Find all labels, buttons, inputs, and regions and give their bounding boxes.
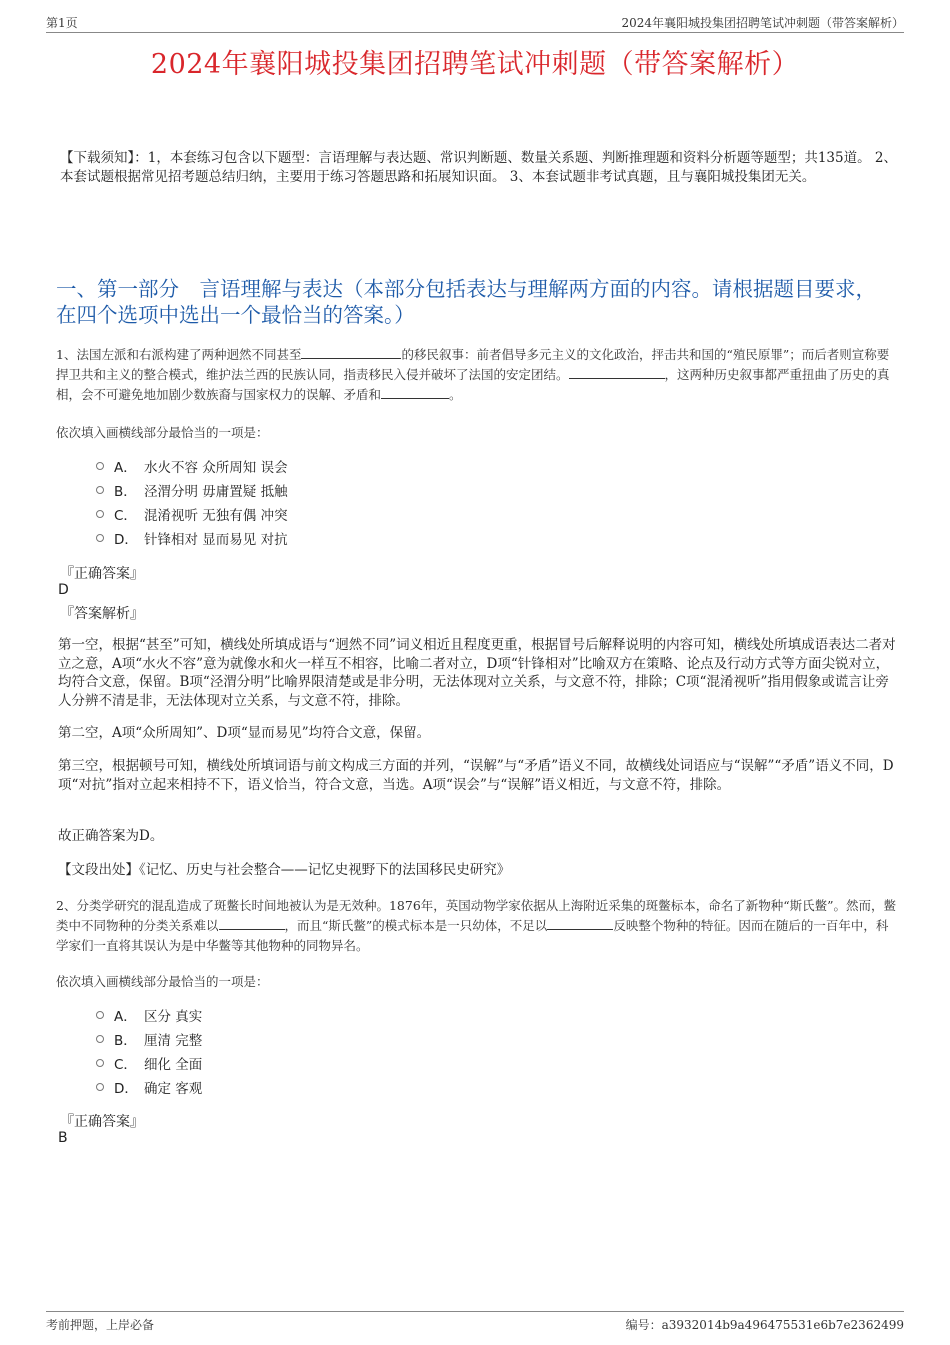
option-text: 针锋相对 显而易见 对抗 xyxy=(144,532,288,548)
fill-blank[interactable] xyxy=(301,345,401,359)
q2-answer-label: 『正确答案』 xyxy=(60,1114,144,1130)
document-title: 2024年襄阳城投集团招聘笔试冲刺题（带答案解析） xyxy=(150,49,800,80)
q1-option-d[interactable] xyxy=(96,526,288,550)
option-letter: A． xyxy=(114,1009,137,1025)
option-letter: D． xyxy=(114,1081,138,1097)
option-letter: C． xyxy=(114,508,137,524)
q2-option-c[interactable] xyxy=(96,1051,202,1075)
q2-options xyxy=(96,1003,202,1099)
option-text: 细化 全面 xyxy=(144,1057,203,1073)
option-text: 混淆视听 无独有偶 冲突 xyxy=(144,508,288,524)
option-letter: B． xyxy=(114,1033,137,1049)
q1-options xyxy=(96,454,288,550)
q1-text-part-b: 的移民叙事：前者倡导多元主义的文化政治，抨击共和国的“殖民原罪”；而后者则宣称要捍卫共和主义的整合模式，维护法兰西的民族认同，指责移民入侵并破坏了法国的安定团结。 xyxy=(56,347,890,382)
download-notice: 【下载须知】：1，本套练习包含以下题型：言语理解与表达题、常识判断题、数量关系题、判断推理题和资料分析题等题型；共135道。 2、本套试题根据常见招考题总结归纳，主要用于练习答题思路和拓展知识面。 3、本套试题非考试真题，且与襄阳城投集团无关。 xyxy=(60,150,897,185)
question-2-text xyxy=(56,896,898,956)
q1-analysis-paragraph: 第三空，根据顿号可知，横线处所填词语与前文构成三方面的并列，“误解”与“矛盾”语义不同，故横线处词语应与“误解”“矛盾”语义不同，D项“对抗”指对立起来相持不下，语义恰当，符合文意，当选。A项“误会”与“误解”语义相近，与文意不符，排除。 xyxy=(58,758,894,793)
q1-text-part-d: 。 xyxy=(449,387,462,402)
radio-icon[interactable] xyxy=(96,462,104,470)
option-text: 确定 客观 xyxy=(144,1081,203,1097)
page-header xyxy=(46,14,904,33)
option-letter: B． xyxy=(114,484,137,500)
question-1-text xyxy=(56,345,898,405)
option-letter: A． xyxy=(114,460,137,476)
fill-blank[interactable] xyxy=(547,916,613,930)
q2-text-part-a: 2、分类学研究的混乱造成了斑鳖长时间地被认为是无效种。1876年，英国动物学家依据从上海附近采集的斑鳖标本，命名了新物种“斯氏鳖”。然而，鳖类中不同物种的分类关系难以 xyxy=(56,898,897,933)
fill-blank[interactable] xyxy=(381,385,449,399)
option-text: 厘清 完整 xyxy=(144,1033,203,1049)
option-text: 水火不容 众所周知 误会 xyxy=(144,460,288,476)
fill-blank[interactable] xyxy=(569,365,665,379)
radio-icon[interactable] xyxy=(96,486,104,494)
q1-text-part-c: ，这两种历史叙事都严重扭曲了历史的真相，会不可避免地加剧少数族裔与国家权力的误解、矛盾和 xyxy=(56,367,890,402)
q1-source: 【文段出处】《记忆、历史与社会整合——记忆史视野下的法国移民史研究》 xyxy=(58,862,511,878)
running-title: 2024年襄阳城投集团招聘笔试冲刺题（带答案解析） xyxy=(621,16,904,30)
q1-option-a[interactable] xyxy=(96,454,288,478)
q1-text-part-a: 1、法国左派和右派构建了两种迥然不同甚至 xyxy=(56,347,302,362)
q2-prompt: 依次填入画横线部分最恰当的一项是： xyxy=(56,974,269,989)
q1-option-c[interactable] xyxy=(96,502,288,526)
q1-answer: D xyxy=(58,582,69,598)
q2-option-d[interactable] xyxy=(96,1075,202,1099)
q1-prompt: 依次填入画横线部分最恰当的一项是： xyxy=(56,425,269,440)
q2-text-part-b: ，而且“斯氏鳖”的模式标本是一只幼体，不足以 xyxy=(284,918,548,933)
q2-option-a[interactable] xyxy=(96,1003,202,1027)
option-text: 区分 真实 xyxy=(144,1009,203,1025)
footer-slogan: 考前押题，上岸必备 xyxy=(46,1318,155,1332)
page-number: 第1页 xyxy=(46,16,78,30)
q2-option-b[interactable] xyxy=(96,1027,202,1051)
page-footer xyxy=(46,1311,904,1332)
q1-analysis-paragraph: 第一空，根据“甚至”可知，横线处所填成语与“迥然不同”词义相近且程度更重，根据冒号后解释说明的内容可知，横线处所填成语表达二者对立之意，A项“水火不容”意为就像水和火一样互不相容，比喻二者对立，D项“针锋相对”比喻双方在策略、论点及行动方式等方面尖锐对立，均符合文意，保留。B项“泾渭分明”比喻界限清楚或是非分明，无法体现对立关系，与文意不符，排除；C项“混淆视听”指用假象或谎言让旁人分辨不清是非，无法体现对立关系，与文意不符，排除。 xyxy=(58,637,896,709)
option-text: 泾渭分明 毋庸置疑 抵触 xyxy=(144,484,288,500)
radio-icon[interactable] xyxy=(96,534,104,542)
q1-analysis-conclusion: 故正确答案为D。 xyxy=(58,828,164,844)
section-title: 一、第一部分 言语理解与表达（本部分包括表达与理解两方面的内容。请根据题目要求，在四个选项中选出一个最恰当的答案。） xyxy=(56,277,876,327)
q1-analysis-label: 『答案解析』 xyxy=(60,606,144,622)
q1-answer-label: 『正确答案』 xyxy=(60,566,144,582)
radio-icon[interactable] xyxy=(96,1059,104,1067)
q2-answer: B xyxy=(58,1130,68,1146)
radio-icon[interactable] xyxy=(96,1035,104,1043)
radio-icon[interactable] xyxy=(96,1083,104,1091)
q1-analysis-paragraph: 第二空，A项“众所周知”、D项“显而易见”均符合文意，保留。 xyxy=(58,725,431,741)
q1-option-b[interactable] xyxy=(96,478,288,502)
option-letter: C． xyxy=(114,1057,137,1073)
q2-text-part-c: 反映整个物种的特征。因而在随后的一百年中，科学家们一直将其误认为是中华鳖等其他物种的同物异名。 xyxy=(56,918,889,953)
fill-blank[interactable] xyxy=(219,916,285,930)
radio-icon[interactable] xyxy=(96,1011,104,1019)
option-letter: D． xyxy=(114,532,138,548)
radio-icon[interactable] xyxy=(96,510,104,518)
document-id: 编号：a3932014b9a496475531e6b7e2362499 xyxy=(625,1318,904,1332)
